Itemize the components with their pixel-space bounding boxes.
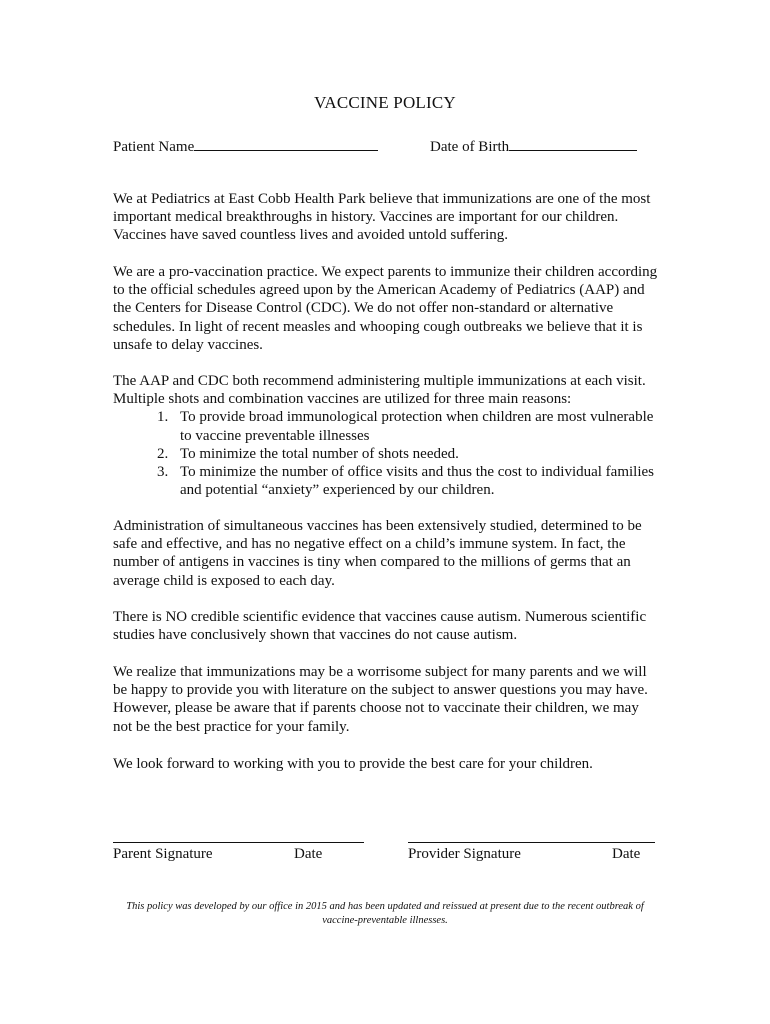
list-item-text: To minimize the total number of shots needed. (180, 445, 459, 462)
date-of-birth-blank[interactable] (509, 136, 637, 151)
provider-signature-line[interactable] (408, 842, 655, 843)
paragraph-intro (113, 190, 658, 245)
document-title: VACCINE POLICY (314, 93, 456, 112)
list-item-number: 3. (157, 464, 169, 481)
parent-signature-label: Parent Signature (113, 846, 213, 862)
patient-name-label: Patient Name (113, 139, 195, 155)
paragraph-text: There is NO credible scientific evidence that vaccines cause autism. Numerous scientific studies have conclusively shown that vaccines do not cause autism. (113, 609, 647, 644)
list-item-number: 1. (157, 409, 169, 426)
paragraph-text: Administration of simultaneous vaccines has been extensively studied, determined to be safe and effective, and has no negative effect on a child’s immune system. In fact, the number of antigens in vaccines is tiny when compared to the millions of germs that an average child is exposed to each day. (113, 518, 642, 589)
paragraph-text: We look forward to working with you to provide the best care for your children. (113, 756, 593, 772)
list-item-text: To provide broad immunological protection when children are most vulnerable to vaccine preventable illnesses (180, 409, 654, 444)
list-item-text: To minimize the number of office visits and thus the cost to individual families and potential “anxiety” experienced by our children. (180, 464, 655, 499)
paragraph-text: We are a pro-vaccination practice. We expect parents to immunize their children according to the official schedules agreed upon by the American Academy of Pediatrics (AAP) and the Centers for Disease Control (CDC). We do not offer non-standard or alternative schedules. In light of recent measles and whooping cough outbreaks we believe that it is unsafe to delay vaccines. (113, 264, 658, 353)
list-item (113, 445, 658, 463)
paragraph-closing (113, 755, 658, 773)
reasons-list (113, 408, 658, 499)
paragraph-pro-vaccination (113, 263, 658, 354)
paragraph-text: We realize that immunizations may be a worrisome subject for many parents and we will be happy to provide you with literature on the subject to answer questions you may have. However, please be aware that if parents choose not to vaccinate their children, we may not be the best practice for your family. (113, 664, 648, 735)
patient-name-field (113, 136, 378, 156)
date-of-birth-field (430, 136, 637, 156)
list-item-number: 2. (157, 445, 169, 462)
paragraph-autism (113, 608, 658, 644)
footnote: This policy was developed by our office in 2015 and has been updated and reissued at present due to the recent outbreak of vaccine-preventable illnesses. (126, 901, 644, 926)
paragraph-text: The AAP and CDC both recommend administering multiple immunizations at each visit. Multiple shots and combination vaccines are utilized for three main reasons: (113, 373, 646, 408)
paragraph-text: We at Pediatrics at East Cobb Health Park believe that immunizations are one of the most important medical breakthroughs in history. Vaccines are important for our children. Vaccines have saved countless lives and avoided untold suffering. (113, 191, 651, 244)
paragraph-simultaneous-vaccines (113, 517, 658, 590)
patient-name-blank[interactable] (194, 136, 378, 151)
paragraph-worrisome-subject (113, 663, 658, 736)
paragraph-recommendations (113, 372, 658, 499)
list-item (113, 408, 658, 444)
provider-signature-label: Provider Signature (408, 846, 521, 862)
parent-signature-line[interactable] (113, 842, 364, 843)
date-of-birth-label: Date of Birth (430, 139, 510, 155)
parent-date-label: Date (294, 846, 323, 862)
list-item (113, 463, 658, 499)
provider-date-label: Date (612, 846, 641, 862)
